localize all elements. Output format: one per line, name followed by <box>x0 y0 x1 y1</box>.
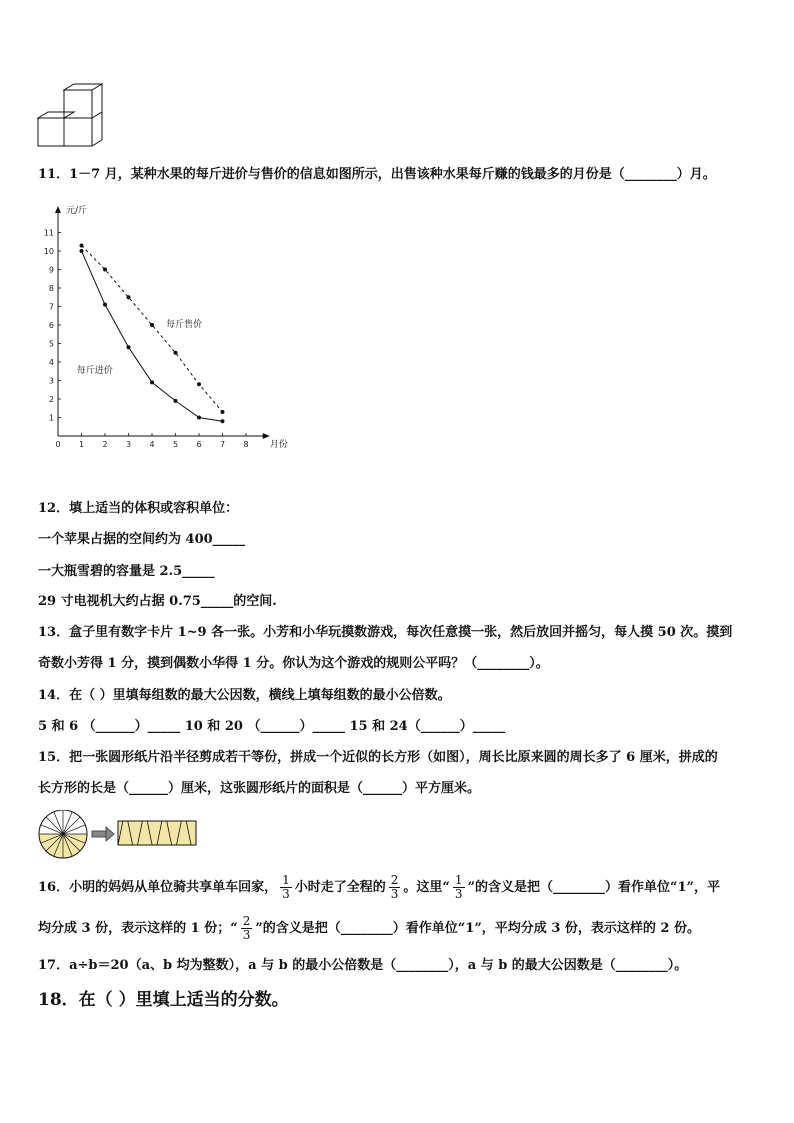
legend-cost-price: 每斤进价 <box>76 366 113 377</box>
data-point <box>197 416 201 420</box>
x-axis-label: 月份 <box>269 440 288 450</box>
x-tick-label: 5 <box>172 440 179 449</box>
y-tick-label: 5 <box>48 339 54 349</box>
data-point <box>221 419 225 423</box>
price-line-chart <box>40 200 290 452</box>
q16-text-c: 。这里“ <box>403 880 450 895</box>
data-point <box>103 268 107 272</box>
y-axis-label: 元/斤 <box>66 206 88 216</box>
arrow-icon <box>92 827 114 841</box>
x-tick-label: 0 <box>55 440 61 449</box>
question-11: 11．1－7 月，某种水果的每斤进价与售价的信息如图所示，出售该种水果每斤赚的钱最多的月份是（________）月。 <box>38 167 716 182</box>
y-tick-label: 8 <box>48 284 54 293</box>
x-tick-label: 1 <box>78 440 85 449</box>
fraction-one-third: $\frac{1}{3}$ <box>282 873 290 901</box>
data-point <box>197 382 201 386</box>
q16-text-f: ”的含义是把（________）看作单位“1”，平均分成 3 份，表示这样的 2 份。 <box>255 921 701 936</box>
data-point <box>103 303 107 307</box>
data-point <box>150 323 154 327</box>
y-tick-label: 6 <box>48 321 54 330</box>
question-12-line-2: 一大瓶雪碧的容量是 2.5_____ <box>38 564 215 579</box>
y-tick-label: 11 <box>43 228 54 238</box>
x-tick-label: 7 <box>219 440 226 449</box>
data-point <box>80 243 84 247</box>
question-13-line-2: 奇数小芳得 1 分，摸到偶数小华得 1 分。你认为这个游戏的规则公平吗？（________）。 <box>38 656 549 671</box>
x-tick-label: 8 <box>243 440 249 449</box>
y-tick-label: 7 <box>48 302 54 312</box>
x-axis-arrow <box>263 433 270 439</box>
y-tick-label: 9 <box>48 265 54 275</box>
question-15-line-2: 长方形的长是（______）厘米，这张圆形纸片的面积是（______）平方厘米。 <box>38 781 481 796</box>
y-axis-arrow <box>55 206 61 213</box>
x-tick-label: 4 <box>149 440 155 449</box>
y-tick-label: 4 <box>48 358 54 367</box>
question-12-line-3: 29 寸电视机大约占据 0.75_____的空间. <box>38 594 277 609</box>
question-15-line-1: 15．把一张圆形纸片沿半径剪成若干等份，拼成一个近似的长方形（如图），周长比原来圆的周长多了 6 厘米，拼成的 <box>38 750 718 765</box>
data-point <box>127 345 131 349</box>
q16-text-a: 16．小明的妈妈从单位骑共享单车回家， <box>38 880 278 895</box>
question-16-line-2 <box>38 911 700 947</box>
x-tick-label: 3 <box>125 440 132 449</box>
data-point <box>174 399 178 403</box>
data-point <box>80 249 84 253</box>
question-13-line-1: 13．盒子里有数字卡片 1~9 各一张。小芳和小华玩摸数游戏，每次任意摸一张，然后放回并摇匀，每人摸 50 次。摸到 <box>38 625 733 640</box>
data-point <box>150 380 154 384</box>
question-16-line-1 <box>38 870 720 906</box>
data-point <box>127 295 131 299</box>
fraction-two-thirds: $\frac{2}{3}$ <box>390 873 399 901</box>
x-tick-label: 2 <box>102 440 108 449</box>
question-12-line-1: 一个苹果占据的空间约为 400_____ <box>38 532 246 547</box>
data-point <box>221 410 225 414</box>
circle-to-rectangle-figure <box>38 810 202 860</box>
y-tick-label: 2 <box>48 395 54 404</box>
y-tick-label: 1 <box>48 413 54 423</box>
legend-sell-price: 每斤售价 <box>166 319 203 330</box>
fraction-one-third-quoted: $\frac{1}{3}$ <box>454 873 463 901</box>
question-14-line-1: 14．在（ ）里填每组数的最大公因数，横线上填每组数的最小公倍数。 <box>38 688 451 703</box>
x-tick-label: 6 <box>196 440 202 449</box>
question-17: 17．a÷b＝20（a、b 均为整数），a 与 b 的最小公倍数是（________），a 与 b 的最大公因数是（________）。 <box>38 958 688 973</box>
fraction-two-thirds-quoted: $\frac{2}{3}$ <box>242 914 251 942</box>
cube-stack-figure <box>34 82 106 148</box>
y-tick-label: 3 <box>48 376 54 386</box>
question-12-title: 12．填上适当的体积或容积单位： <box>38 501 239 516</box>
q16-text-b: 小时走了全程的 <box>294 880 386 895</box>
q16-text-d: ”的含义是把（________）看作单位“1”，平 <box>467 880 720 895</box>
q16-text-e: 均分成 3 份，表示这样的 1 份；“ <box>38 921 238 936</box>
y-tick-label: 10 <box>43 247 54 256</box>
series-line-1 <box>82 251 223 421</box>
question-14-line-2: 5 和 6 （______）_____ 10 和 20 （______）_____ 15 和 24（______）_____ <box>38 719 506 734</box>
question-18: 18．在（ ）里填上适当的分数。 <box>38 990 289 1010</box>
data-point <box>174 351 178 355</box>
